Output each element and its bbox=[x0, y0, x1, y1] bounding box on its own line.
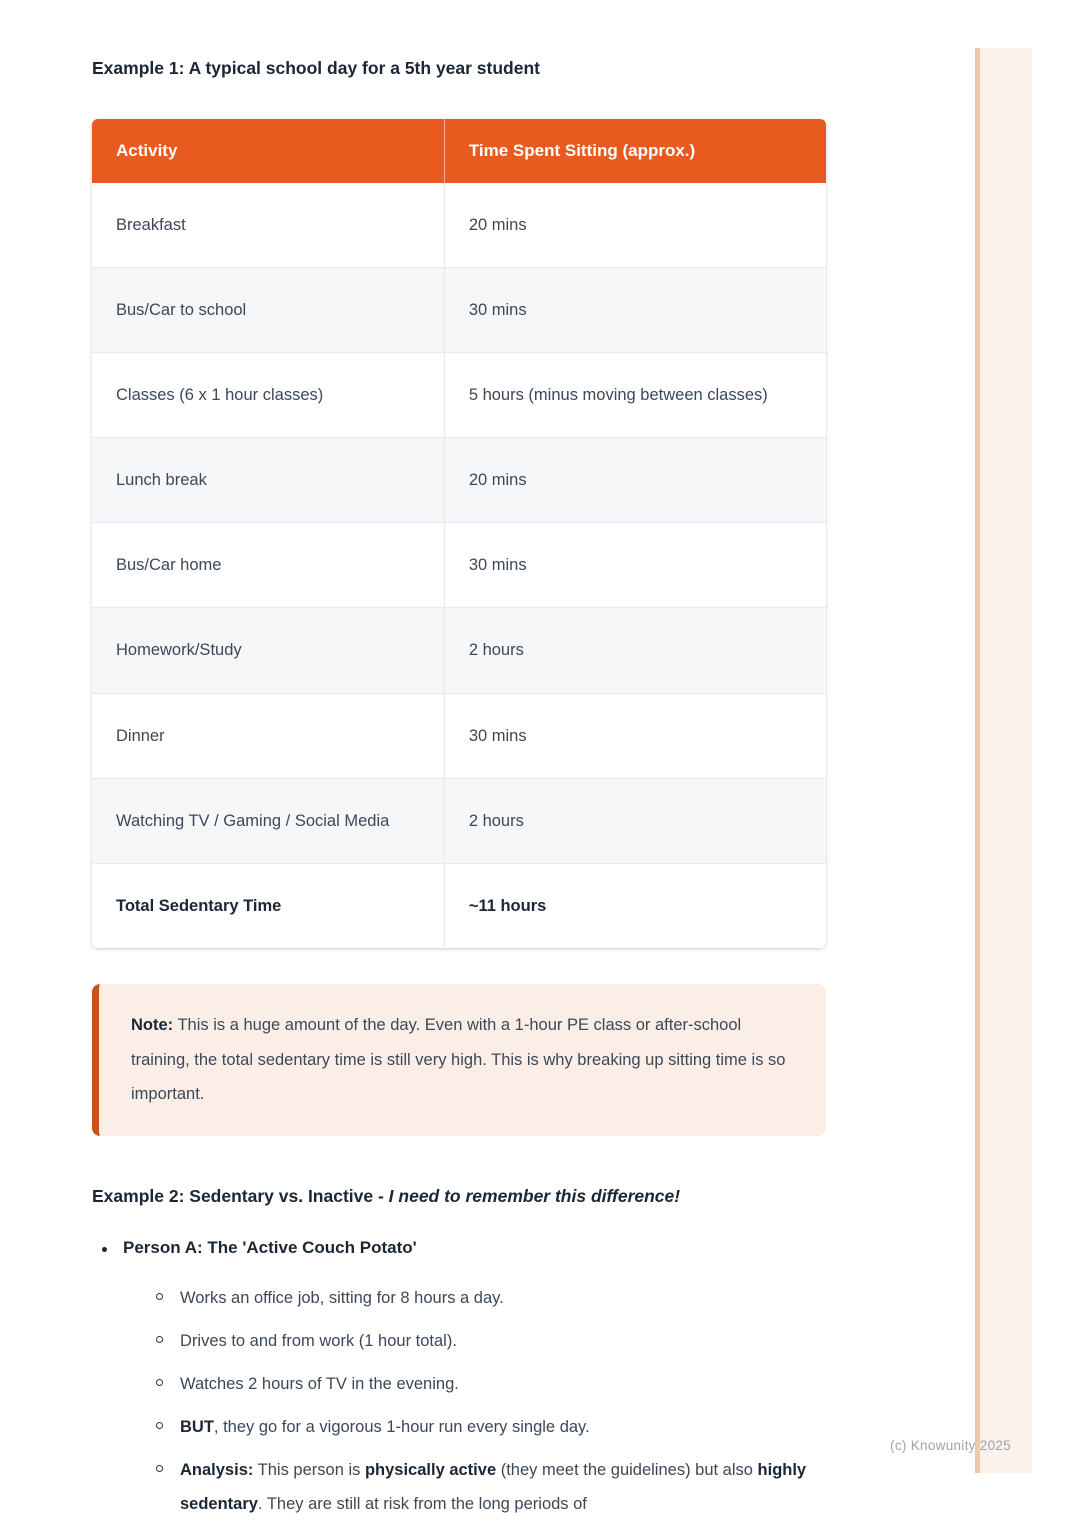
page-edge-stripe bbox=[975, 48, 1032, 1473]
table-row bbox=[92, 267, 826, 352]
analysis-text: This person is bbox=[253, 1460, 365, 1479]
person-a-details bbox=[123, 1282, 826, 1521]
analysis-text: (they meet the guidelines) but also bbox=[496, 1460, 758, 1479]
sitting-time-table bbox=[92, 119, 826, 949]
time-cell: 20 mins bbox=[444, 183, 826, 268]
activity-cell: Breakfast bbox=[92, 183, 444, 268]
note-callout bbox=[92, 984, 826, 1136]
time-cell: 2 hours bbox=[444, 608, 826, 693]
note-label: Note: bbox=[131, 1016, 174, 1035]
bullet-circle-icon bbox=[156, 1379, 163, 1386]
activity-cell: Homework/Study bbox=[92, 608, 444, 693]
table-row bbox=[92, 183, 826, 268]
copyright-watermark: (c) Knowunity 2025 bbox=[890, 1438, 1011, 1453]
example2-heading bbox=[92, 1184, 826, 1209]
time-cell: 30 mins bbox=[444, 693, 826, 778]
detail-item bbox=[156, 1368, 826, 1402]
bullet-disc-icon bbox=[102, 1247, 107, 1252]
detail-text: , they go for a vigorous 1-hour run every single day. bbox=[213, 1417, 590, 1436]
total-value-cell: ~11 hours bbox=[444, 863, 826, 948]
detail-bold: BUT bbox=[180, 1417, 214, 1436]
person-a-item bbox=[92, 1238, 826, 1521]
time-cell: 2 hours bbox=[444, 778, 826, 863]
analysis-bold: physically active bbox=[364, 1460, 497, 1479]
time-cell: 20 mins bbox=[444, 438, 826, 523]
example2-heading-bold: Example 2: Sedentary vs. Inactive - bbox=[92, 1185, 389, 1206]
detail-text: Works an office job, sitting for 8 hours a day. bbox=[180, 1289, 504, 1308]
analysis-bold: highly sedentary bbox=[180, 1460, 807, 1513]
table-row bbox=[92, 352, 826, 437]
activity-cell: Lunch break bbox=[92, 438, 444, 523]
activity-cell: Bus/Car to school bbox=[92, 267, 444, 352]
table-row bbox=[92, 608, 826, 693]
table-row bbox=[92, 523, 826, 608]
bullet-circle-icon bbox=[156, 1336, 163, 1343]
analysis-label: Analysis: bbox=[180, 1460, 254, 1479]
note-text: This is a huge amount of the day. Even with a 1-hour PE class or after-school training, the total sedentary time is still very high. This is why breaking up sitting time is so important. bbox=[131, 1016, 786, 1104]
activity-column-header: Activity bbox=[92, 119, 444, 183]
table-header-row bbox=[92, 119, 826, 183]
time-cell: 30 mins bbox=[444, 523, 826, 608]
example2-heading-italic: I need to remember this difference! bbox=[388, 1185, 681, 1206]
detail-text: Drives to and from work (1 hour total). bbox=[180, 1332, 457, 1351]
analysis-text: . They are still at risk from the long periods of bbox=[257, 1494, 587, 1513]
table-row bbox=[92, 693, 826, 778]
time-cell: 30 mins bbox=[444, 267, 826, 352]
person-list bbox=[92, 1238, 826, 1521]
table-row bbox=[92, 778, 826, 863]
time-column-header: Time Spent Sitting (approx.) bbox=[444, 119, 826, 183]
bullet-circle-icon bbox=[156, 1422, 163, 1429]
table-row bbox=[92, 438, 826, 523]
activity-cell: Bus/Car home bbox=[92, 523, 444, 608]
time-cell: 5 hours (minus moving between classes) bbox=[444, 352, 826, 437]
detail-text: Watches 2 hours of TV in the evening. bbox=[180, 1375, 459, 1394]
analysis-item bbox=[156, 1454, 826, 1522]
bullet-circle-icon bbox=[156, 1293, 163, 1300]
activity-cell: Dinner bbox=[92, 693, 444, 778]
table-total-row bbox=[92, 863, 826, 948]
document-content bbox=[92, 56, 826, 1530]
detail-item bbox=[156, 1411, 826, 1445]
total-label-cell: Total Sedentary Time bbox=[92, 863, 444, 948]
activity-cell: Classes (6 x 1 hour classes) bbox=[92, 352, 444, 437]
detail-item bbox=[156, 1282, 826, 1316]
activity-cell: Watching TV / Gaming / Social Media bbox=[92, 778, 444, 863]
example1-heading: Example 1: A typical school day for a 5th year student bbox=[92, 58, 541, 78]
person-a-title: Person A: The 'Active Couch Potato' bbox=[123, 1238, 417, 1258]
bullet-circle-icon bbox=[156, 1465, 163, 1472]
detail-item bbox=[156, 1325, 826, 1359]
